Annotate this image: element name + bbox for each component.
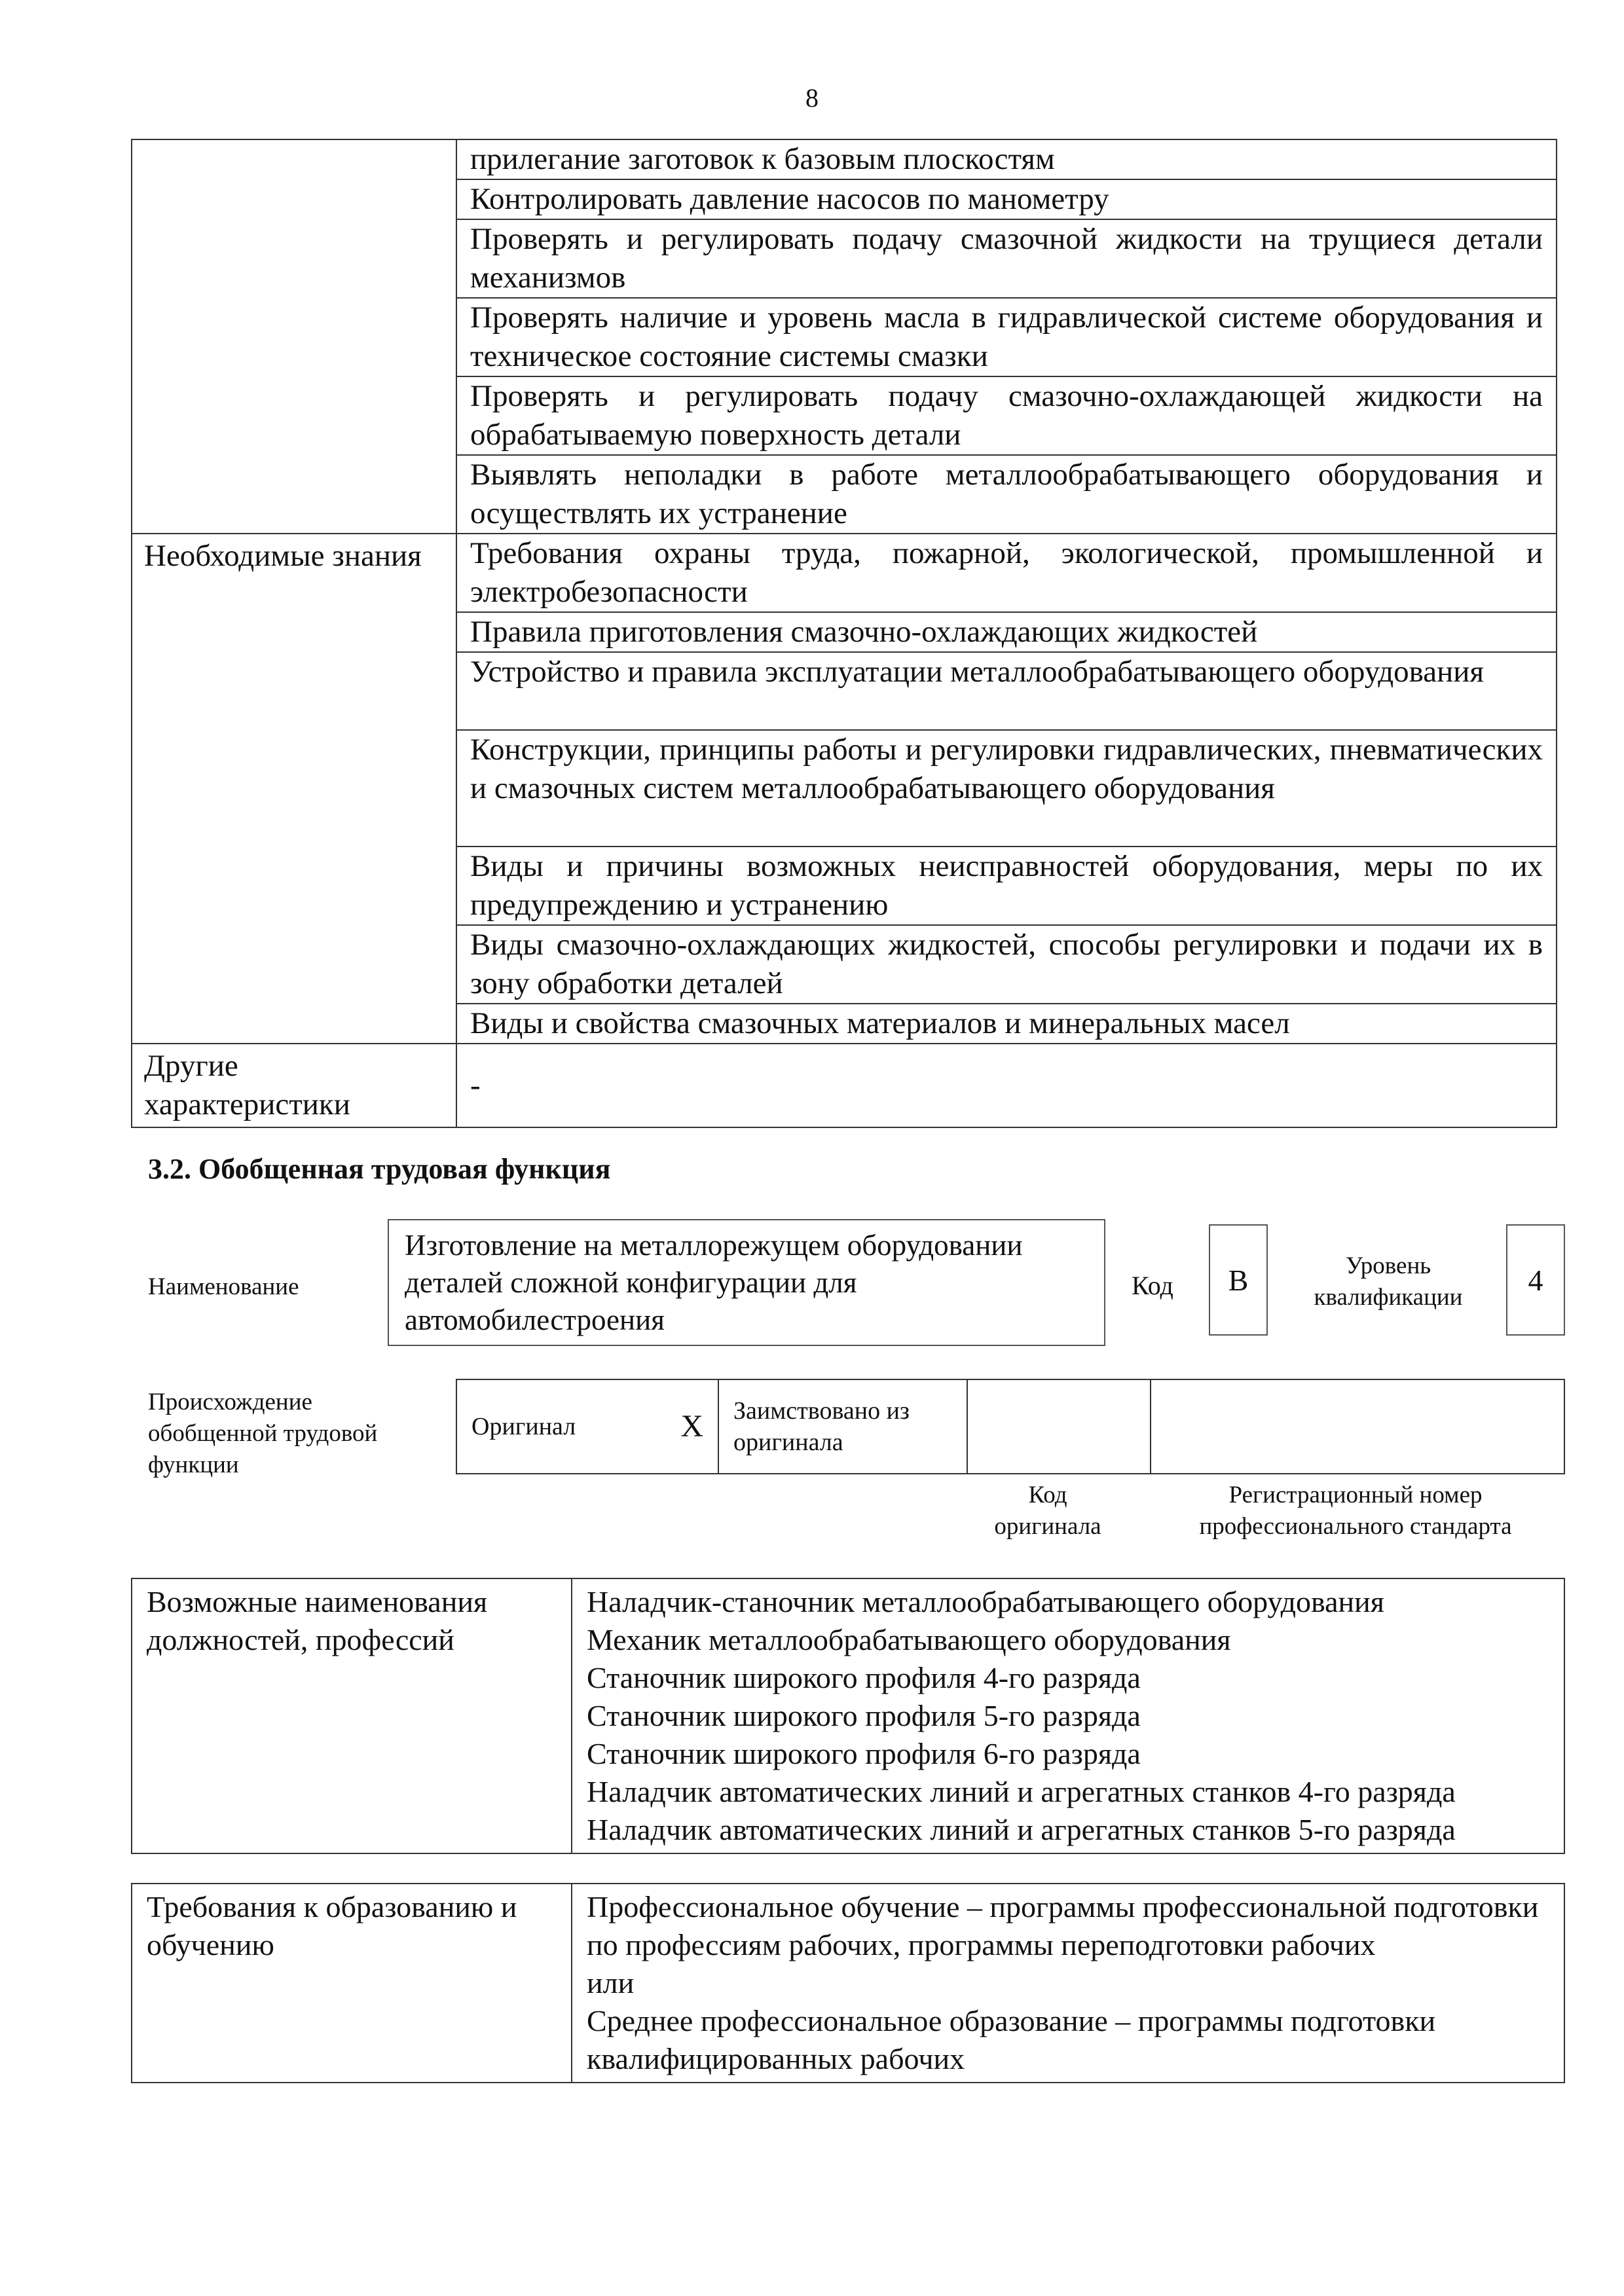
borrowed-label: Заимствовано из оригинала — [718, 1379, 967, 1474]
original-code-cell — [967, 1379, 1151, 1474]
position-item: Наладчик автоматических линий и агрегатных станков 5-го разряда — [587, 1813, 1456, 1846]
skills-knowledge-table — [131, 139, 1557, 1128]
positions-list — [572, 1578, 1564, 1853]
skill-item: Проверять наличие и уровень масла в гидравлической системе оборудования и техническое состояние системы смазки — [456, 298, 1557, 376]
education-line: или — [587, 1966, 635, 1999]
education-table — [131, 1883, 1565, 2083]
knowledge-item: Виды и свойства смазочных материалов и минеральных масел — [456, 1004, 1557, 1044]
qualification-level-label: Уровень квалификации — [1314, 1252, 1463, 1311]
original-mark: X — [620, 1379, 718, 1474]
skill-item: Контролировать давление насосов по манометру — [456, 179, 1557, 219]
education-requirements — [572, 1884, 1564, 2083]
position-item: Станочник широкого профиля 4-го разряда — [587, 1661, 1141, 1694]
position-item: Наладчик автоматических линий и агрегатных станков 4-го разряда — [587, 1775, 1456, 1808]
page-number: 8 — [805, 83, 819, 113]
position-item: Станочник широкого профиля 6-го разряда — [587, 1737, 1141, 1770]
name-label: Наименование — [148, 1273, 299, 1300]
skill-item: Проверять и регулировать подачу смазочной жидкости на трущиеся детали механизмов — [456, 219, 1557, 298]
skill-item: прилегание заготовок к базовым плоскостям — [456, 139, 1557, 179]
knowledge-item: Виды смазочно-охлаждающих жидкостей, способы регулировки и подачи их в зону обработки деталей — [456, 925, 1557, 1004]
original-code-caption: Код оригинала — [994, 1482, 1101, 1540]
function-name-box: Изготовление на металлорежущем оборудовании деталей сложной конфигурации для автомобилестроения — [388, 1219, 1105, 1346]
registration-number-cell — [1151, 1379, 1564, 1474]
knowledge-item: Устройство и правила эксплуатации металлообрабатывающего оборудования — [456, 652, 1557, 730]
knowledge-item: Конструкции, принципы работы и регулировки гидравлических, пневматических и смазочных систем металлообрабатывающего оборудования — [456, 730, 1557, 847]
registration-number-caption: Регистрационный номер профессионального стандарта — [1199, 1482, 1512, 1540]
knowledge-item: Правила приготовления смазочно-охлаждающих жидкостей — [456, 612, 1557, 652]
skill-item: Выявлять неполадки в работе металлообрабатывающего оборудования и осуществлять их устранение — [456, 455, 1557, 534]
position-item: Станочник широкого профиля 5-го разряда — [587, 1699, 1141, 1732]
qualification-level-box: 4 — [1506, 1224, 1565, 1336]
education-line: Профессиональное обучение – программы профессиональной подготовки по профессиям рабочих, программы переподготовки рабочих — [587, 1890, 1539, 1961]
position-item: Наладчик-станочник металлообрабатывающего оборудования — [587, 1585, 1384, 1618]
knowledge-item: Виды и причины возможных неисправностей оборудования, меры по их предупреждению и устранению — [456, 847, 1557, 925]
education-line: Среднее профессиональное образование – программы подготовки квалифицированных рабочих — [587, 2004, 1436, 2075]
code-label: Код — [1132, 1271, 1173, 1300]
other-characteristics-label: Другие характеристики — [132, 1044, 456, 1127]
knowledge-item: Требования охраны труда, пожарной, экологической, промышленной и электробезопасности — [456, 534, 1557, 612]
positions-label: Возможные наименования должностей, профессий — [132, 1578, 572, 1853]
skill-item: Проверять и регулировать подачу смазочно-охлаждающей жидкости на обрабатываемую поверхность детали — [456, 376, 1557, 455]
education-label: Требования к образованию и обучению — [132, 1884, 572, 2083]
skills-label-cell — [132, 139, 456, 534]
origin-table — [456, 1379, 1565, 1474]
original-label: Оригинал — [456, 1379, 620, 1474]
other-characteristics-value: - — [456, 1044, 1557, 1127]
code-value-box: B — [1209, 1224, 1268, 1336]
origin-label: Происхождение обобщенной трудовой функции — [148, 1389, 378, 1478]
section-heading: 3.2. Обобщенная трудовая функция — [148, 1153, 611, 1185]
positions-table — [131, 1578, 1565, 1854]
knowledge-label: Необходимые знания — [132, 534, 456, 1044]
position-item: Механик металлообрабатывающего оборудования — [587, 1623, 1231, 1656]
